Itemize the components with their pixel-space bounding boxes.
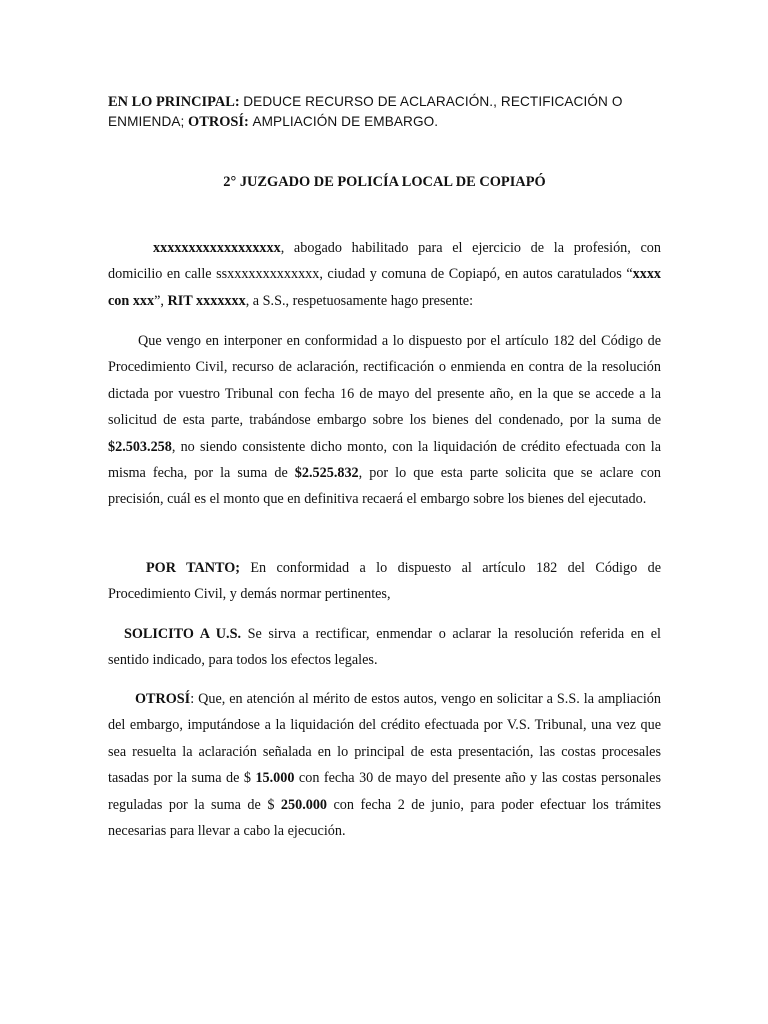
otrosi-label: OTROSÍ (135, 691, 191, 707)
personal-costs-amount: 250.000 (280, 796, 328, 813)
lawyer-name: xxxxxxxxxxxxxxxxxx (153, 240, 281, 256)
otrosi-text-2: con fecha 30 de mayo del presente año y las costas personales reguladas por la suma de $ (108, 770, 661, 813)
procedural-costs-amount: 15.000 (255, 770, 295, 787)
liquidation-amount: $2.525.832 (294, 465, 359, 482)
body-paragraph (108, 328, 661, 513)
otrosi-heading-text: AMPLIACIÓN DE EMBARGO. (252, 114, 439, 129)
por-tanto-paragraph (108, 555, 661, 608)
por-tanto-text: En conformidad a lo dispuesto al artículo 182 del Código de Procedimiento Civil, y demás normar pertinentes, (108, 560, 661, 603)
body-text-1: Que vengo en interponer en conformidad a lo dispuesto por el artículo 182 del Código de Procedimiento Civil, recurso de aclaración, rectificación o enmienda en contra de la resolución dictada por vuestro Tribunal con fecha 16 de mayo del presente año, en la que se accede a la solicitud de esta parte, trabándose embargo sobre los bienes del condenado, por la suma de (108, 333, 661, 429)
otrosi-text-1: : Que, en atención al mérito de estos autos, vengo en solicitar a S.S. la ampliación del embargo, imputándose a la liquidación del crédito efectuada por V.S. Tribunal, una vez que sea resuelta la aclaración señalada en lo principal de esta presentación, las costas procesales tasadas por la suma de $ (108, 691, 661, 787)
solicito-paragraph (108, 621, 661, 674)
document-heading (108, 92, 663, 132)
intro-text-3: , a S.S., respetuosamente hago presente: (245, 292, 474, 309)
otrosi-heading-label: OTROSÍ: (188, 114, 249, 130)
principal-label: EN LO PRINCIPAL: (108, 94, 240, 110)
rit-number: RIT xxxxxxx (167, 292, 246, 309)
principal-text: DEDUCE RECURSO DE ACLARACIÓN., RECTIFICACIÓN O ENMIENDA; (108, 94, 623, 129)
intro-text-2: ”, (154, 292, 168, 309)
body-text-2: , no siendo consistente dicho monto, con la liquidación de crédito efectuada con la misma fecha, por la suma de (108, 438, 661, 482)
otrosi-paragraph (108, 686, 661, 844)
case-name: xxxx con xxx (108, 266, 661, 309)
solicito-label: SOLICITO A U.S. (124, 626, 242, 642)
intro-paragraph (108, 235, 661, 314)
intro-text-1: , abogado habilitado para el ejercicio de la profesión, con domicilio en calle ssxxxxxxxxxxxxx, ciudad y comuna de Copiapó, en autos caratulados “ (108, 240, 661, 283)
por-tanto-label: POR TANTO; (146, 560, 240, 576)
court-title: 2° JUZGADO DE POLICÍA LOCAL DE COPIAPÓ (223, 174, 546, 190)
body-text-3: , por lo que esta parte solicita que se aclare con precisión, cuál es el monto que en definitiva recaerá el embargo sobre los bienes del ejecutado. (108, 465, 662, 508)
otrosi-text-3: con fecha 2 de junio, para poder efectuar los trámites necesarias para llevar a cabo la ejecución. (108, 796, 661, 840)
solicito-text: Se sirva a rectificar, enmendar o aclarar la resolución referida en el sentido indicado, para todos los efectos legales. (108, 626, 662, 669)
embargo-amount: $2.503.258 (108, 438, 172, 455)
